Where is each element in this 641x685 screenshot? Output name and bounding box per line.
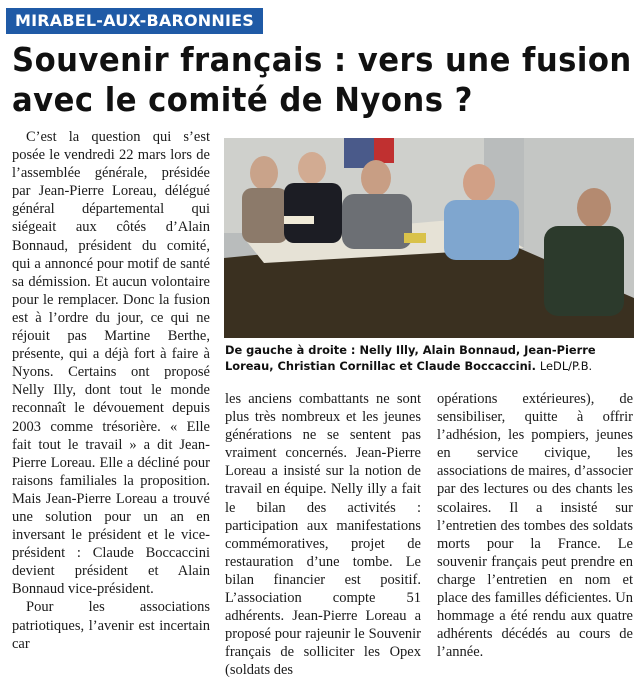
article-headline: [12, 40, 632, 120]
headline-line-1: Souvenir français : vers une fusion: [12, 40, 632, 79]
paragraph: opérations extérieures), de sensibiliser, quitte à offrir l’adhésion, les pompiers, jeunes en service civique, les associations de maires, d’associer par des lectures ou des chants les scolaires. Il a insisté sur l’entretien des tombes des soldats morts pour la France. Le souvenir français peut prendre en charge l’entretien en nom et place des familles déficientes. Un hommage a été rendu aux quatre adhérents décédés au cours de l’année.: [437, 391, 633, 661]
paragraph: Pour les associations patriotiques, l’avenir est incertain car: [12, 599, 210, 652]
article-column-2: [225, 390, 421, 680]
photo-credit: LeDL/P.B.: [539, 359, 593, 373]
caption-text: De gauche à droite : Nelly Illy, Alain Bonnaud, Jean-Pierre Loreau, Christian Cornillac et Claude Boccaccini.: [225, 343, 596, 373]
meeting-photo-illustration: [224, 138, 634, 338]
headline-line-2: avec le comité de Nyons ?: [12, 80, 473, 119]
paragraph: les anciens combattants ne sont plus très nombreux et les jeunes générations ne se sentent pas vraiment concernés. Jean-Pierre Loreau a insisté sur la notion de travail en équipe. Nelly illy a fait le bilan des activités : participation aux manifestations commémoratives, projet de restauration d’une tombe. Le bilan financier est positif. L’association compte 51 adhérents. Jean-Pierre Loreau a proposé pour rajeunir le Souvenir français de solliciter les Opex (soldats des: [225, 391, 421, 679]
section-rubric: MIRABEL-AUX-BARONNIES: [6, 8, 263, 34]
photo-caption: [225, 342, 635, 374]
paragraph: C’est la question qui s’est posée le vendredi 22 mars lors de l’assemblée générale, présidée par Jean-Pierre Loreau, délégué général départemental qui siégeait aux côtés d’Alain Bonnaud, président du comité, qui a annoncé pour motif de santé sa démission. Et aucun volontaire pour le remplacer. Donc la fusion est à l’ordre du jour, ce qui ne réjouit pas Martine Berthe, présente, qui a déjà fort à faire à Nyons. Certains ont proposé Nelly Illy, dont tout le monde reconnaît le dévouement depuis 2003 comme trésorière. « Elle fait tout le travail » a dit Jean-Pierre Loreau. Elle a décliné pour raisons familiales la proposition. Mais Jean-Pierre Loreau a trouvé une solution pour un an en inversant le président et le vice-président : Claude Boccaccini devient président et Alain Bonnaud vice-président.: [12, 129, 210, 598]
article-photo: [224, 138, 634, 338]
article-column-1: [12, 128, 210, 653]
article-column-3: [437, 390, 633, 661]
